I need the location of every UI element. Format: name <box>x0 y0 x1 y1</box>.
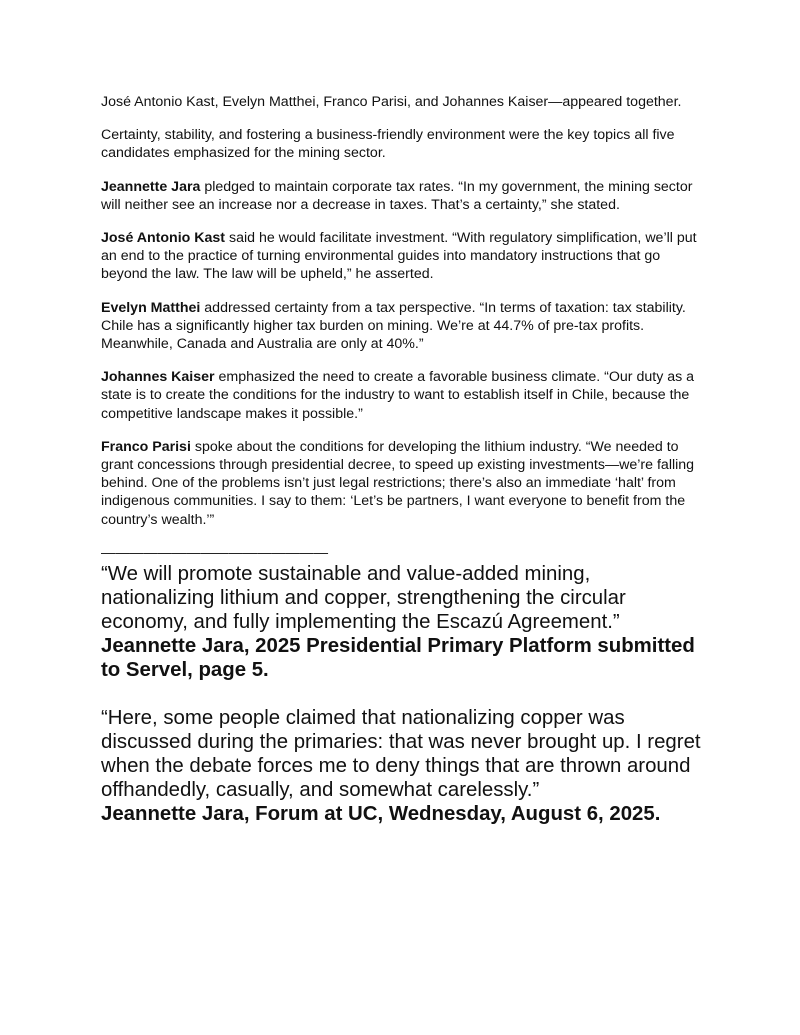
paragraph-candidates <box>101 93 706 111</box>
speaker-name: Franco Parisi <box>101 438 191 455</box>
quote-attribution: Jeannette Jara, Forum at UC, Wednesday, August 6, 2025. <box>101 802 661 825</box>
paragraph-kast <box>101 229 706 284</box>
speaker-name: Johannes Kaiser <box>101 369 215 386</box>
article-body <box>101 93 706 850</box>
paragraph-text: José Antonio Kast, Evelyn Matthei, Franco Parisi, and Johannes Kaiser—appeared together. <box>101 94 682 110</box>
paragraph-matthei <box>101 299 706 354</box>
quote-block-forum <box>101 706 706 826</box>
section-divider: ———————————————— <box>101 544 328 561</box>
paragraph-text: Certainty, stability, and fostering a business-friendly environment were the key topics all five candidates emphasized for the mining sector. <box>101 127 675 162</box>
paragraph-text: emphasized the need to create a favorable business climate. “Our duty as a state is to create the conditions for the industry to want to establish itself in Chile, because the competitive landscape makes it possible.” <box>101 369 695 422</box>
quote-block-platform <box>101 562 706 682</box>
paragraph-text: said he would facilitate investment. “With regulatory simplification, we’ll put an end to the practice of turning environmental guides into mandatory instructions that go beyond the law. The law will be upheld,” he asserted. <box>101 230 697 283</box>
paragraph-key-topics <box>101 126 706 162</box>
speaker-name: José Antonio Kast <box>101 230 226 247</box>
paragraph-text: addressed certainty from a tax perspective. “In terms of taxation: tax stability. Chile has a significantly higher tax burden on mining. We’re at 44.7% of pre-tax profits. Meanwhile, Canada and Australia are only at 40%.” <box>101 299 686 353</box>
paragraph-text: pledged to maintain corporate tax rates. “In my government, the mining sector will neither see an increase nor a decrease in taxes. That’s a certainty,” she stated. <box>101 178 693 213</box>
paragraph-kaiser <box>101 368 706 423</box>
quote-attribution: Jeannette Jara, 2025 Presidential Primary Platform submitted to Servel, page 5. <box>101 634 695 681</box>
quote-text: “Here, some people claimed that nationalizing copper was discussed during the primaries: that was never brought up. I regret when the debate forces me to deny things that are thrown around offhandedly, casually, and somewhat carelessly.” <box>101 706 701 801</box>
paragraph-text: spoke about the conditions for developing the lithium industry. “We needed to grant concessions through presidential decree, to speed up existing investments—we’re falling behind. One of the problems isn’t just legal restrictions; there’s also an immediate ‘halt’ from indigenous communities. I say to them: ‘Let’s be partners, I want everyone to benefit from the country’s wealth.’” <box>101 438 695 528</box>
paragraph-parisi <box>101 438 706 529</box>
speaker-name: Evelyn Matthei <box>101 299 201 316</box>
paragraph-jara <box>101 178 706 214</box>
quote-text: “We will promote sustainable and value-added mining, nationalizing lithium and copper, strengthening the circular economy, and fully implementing the Escazú Agreement.” <box>101 562 626 633</box>
speaker-name: Jeannette Jara <box>101 178 201 195</box>
